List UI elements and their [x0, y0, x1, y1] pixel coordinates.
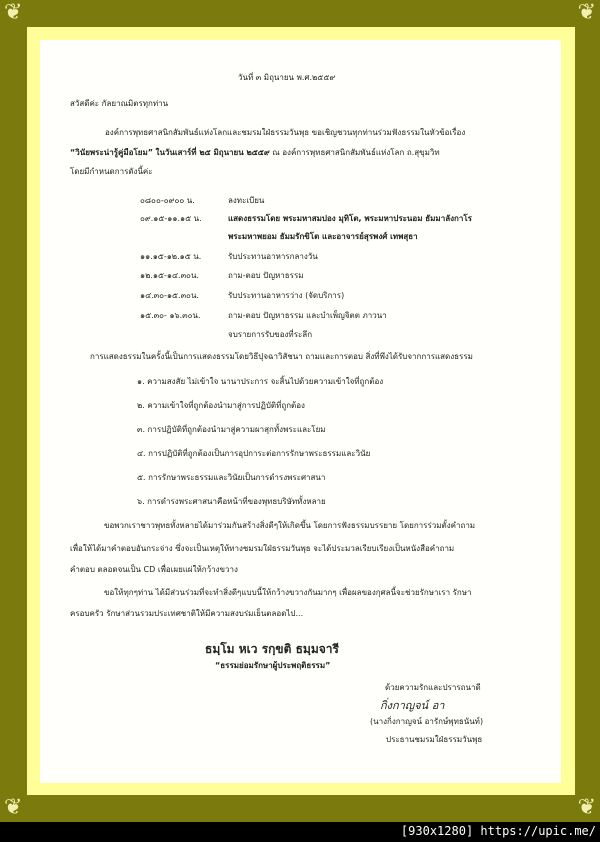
- benefit-item: ๔. การปฏิบัติที่ถูกต้องเป็นการอุปการะต่อการรักษาพระธรรมและวินัย: [137, 449, 371, 458]
- schedule-item: รับประทานอาหารกลางวัน: [228, 252, 318, 261]
- signature: กิ่งกาญจน์ อา: [380, 699, 445, 712]
- greeting: สวัสดีค่ะ กัลยาณมิตรทุกท่าน: [70, 99, 169, 108]
- closing: ด้วยความรักและปรารถนาดี: [385, 683, 481, 692]
- schedule-time: ๐๙.๑๕-๑๑.๑๕ น.: [140, 214, 202, 223]
- topic-title: “วินัยพระน่ารู้คู่มือโยม”: [70, 148, 153, 157]
- benefit-item: ๒. ความเข้าใจที่ถูกต้องนำมาสู่การปฏิบัติที่ถูกต้อง: [137, 401, 305, 410]
- benefit-item: ๑. ความสงสัย ไม่เข้าใจ นานาประการ จะสิ้นไปด้วยความเข้าใจที่ถูกต้อง: [137, 377, 384, 386]
- schedule-item: จบรายการรับของที่ระลึก: [228, 330, 313, 339]
- vine-ornament-icon: ❦: [4, 795, 23, 820]
- motto: ธมฺโม หเว รกฺขติ ธมฺมจารี: [205, 642, 339, 656]
- signer-name: (นางกิ่งกาญจน์ อารักษ์พุทธนันท์): [370, 717, 484, 726]
- paragraph-line: [70, 148, 440, 158]
- schedule-item: รับประทานอาหารว่าง (จัดบริการ): [228, 291, 345, 300]
- schedule-item: ถาม-ตอบ ปัญหาธรรม: [228, 271, 304, 280]
- paragraph-line: โดยมีกำหนดการดังนี้ค่ะ: [70, 167, 153, 176]
- vine-ornament-icon: ❦: [4, 0, 23, 25]
- schedule-item: พระมหาพยอม ธัมมรักขิโต และอาจารย์สุรพงศ์ เทพสุธา: [228, 232, 418, 241]
- paragraph-line: คำตอบ ตลอดจนเป็น CD เพื่อเผยแผ่ให้กว้างขวาง: [70, 565, 238, 574]
- venue: ณ องค์การพุทธศาสนิกสัมพันธ์แห่งโลก ถ.สุขุมวิท: [272, 148, 440, 157]
- vine-ornament-icon: ❦: [577, 795, 596, 820]
- paragraph-line: องค์การพุทธศาสนิกสัมพันธ์แห่งโลกและชมรมใฝ่ธรรมวันพุธ ขอเชิญชวนทุกท่านร่วมฟังธรรมในหัวข้อเรื่อง: [105, 128, 466, 137]
- benefit-item: ๓. การปฏิบัติที่ถูกต้องนำมาสู่ความผาสุกทั้งพระและโยม: [137, 425, 326, 434]
- schedule-time: ๑๔.๓๐-๑๕.๓๐น.: [140, 291, 199, 300]
- paragraph-line: ขอให้ทุกๆท่าน ได้มีส่วนร่วมที่จะทำสิ่งดีๆแบบนี้ให้กว้างขวางกันมากๆ เพื่อผลของกุศลนี้จะช่วยรักษาเรา รักษา: [104, 588, 472, 597]
- watermark-text: [930x1280] https://upic.me/: [400, 824, 596, 838]
- schedule-item: ถาม-ตอบ ปัญหาธรรม และบำเพ็ญจิตต ภาวนา: [228, 311, 387, 320]
- motto-translation: “ธรรมย่อมรักษาผู้ประพฤติธรรม”: [215, 661, 331, 670]
- intro-text: การแสดงธรรมในครั้งนี้เป็นการแสดงธรรมโดยวิธีปุจฉาวิสัชนา ถามและการตอบ สิ่งที่พึงได้รับจากการแสดงธรรม: [90, 352, 473, 361]
- benefit-item: ๕. การรักษาพระธรรมและวินัยเป็นการดำรงพระศาสนา: [137, 473, 326, 482]
- schedule-item: แสดงธรรมโดย พระมหาสมปอง มุทิโต, พระมหาประนอม ธัมมาลังกาโร: [228, 214, 472, 223]
- schedule-time: ๑๕.๓๐- ๑๖.๓๐น.: [140, 311, 201, 320]
- event-date: ในวันเสาร์ที่ ๒๕ มิถุนายน ๒๕๕๙: [155, 148, 270, 157]
- schedule-time: ๐๘๐๐-๐๙๐๐ น.: [140, 196, 195, 205]
- paragraph-line: ครอบครัว รักษาส่วนรวมประเทศชาติให้มีความสงบร่มเย็นตลอดไป...: [70, 609, 304, 618]
- benefit-item: ๖. การดำรงพระศาสนาคือหน้าที่ของพุทธบริษัททั้งหลาย: [137, 497, 326, 506]
- schedule-item: ลงทะเบียน: [228, 196, 265, 205]
- watermark-bar: [0, 822, 600, 842]
- schedule-time: ๑๑.๑๕-๑๒.๑๕ น.: [140, 252, 202, 261]
- letter-date: วันที่ ๓ มิถุนายน พ.ศ.๒๕๕๙: [238, 73, 336, 82]
- signer-title: ประธานชมรมใฝ่ธรรมวันพุธ: [386, 735, 483, 744]
- vine-ornament-icon: ❦: [577, 0, 596, 25]
- paragraph-line: ขอพวกเราชาวพุทธทั้งหลายได้มาร่วมกันสร้างสิ่งดีๆให้เกิดขึ้น โดยการฟังธรรมบรรยาย โดยการร่วมตั้งคำถาม: [104, 521, 476, 530]
- paragraph-line: เพื่อให้ได้มาคำตอบอันกระจ่าง ซึ่งจะเป็นเหตุให้ทางชมรมใฝ่ธรรมวันพุธ จะได้ประมวลเรียบเรียงเป็นหนังสือคำถาม: [70, 544, 455, 553]
- schedule-time: ๑๒.๑๕-๑๔.๓๐น.: [140, 271, 199, 280]
